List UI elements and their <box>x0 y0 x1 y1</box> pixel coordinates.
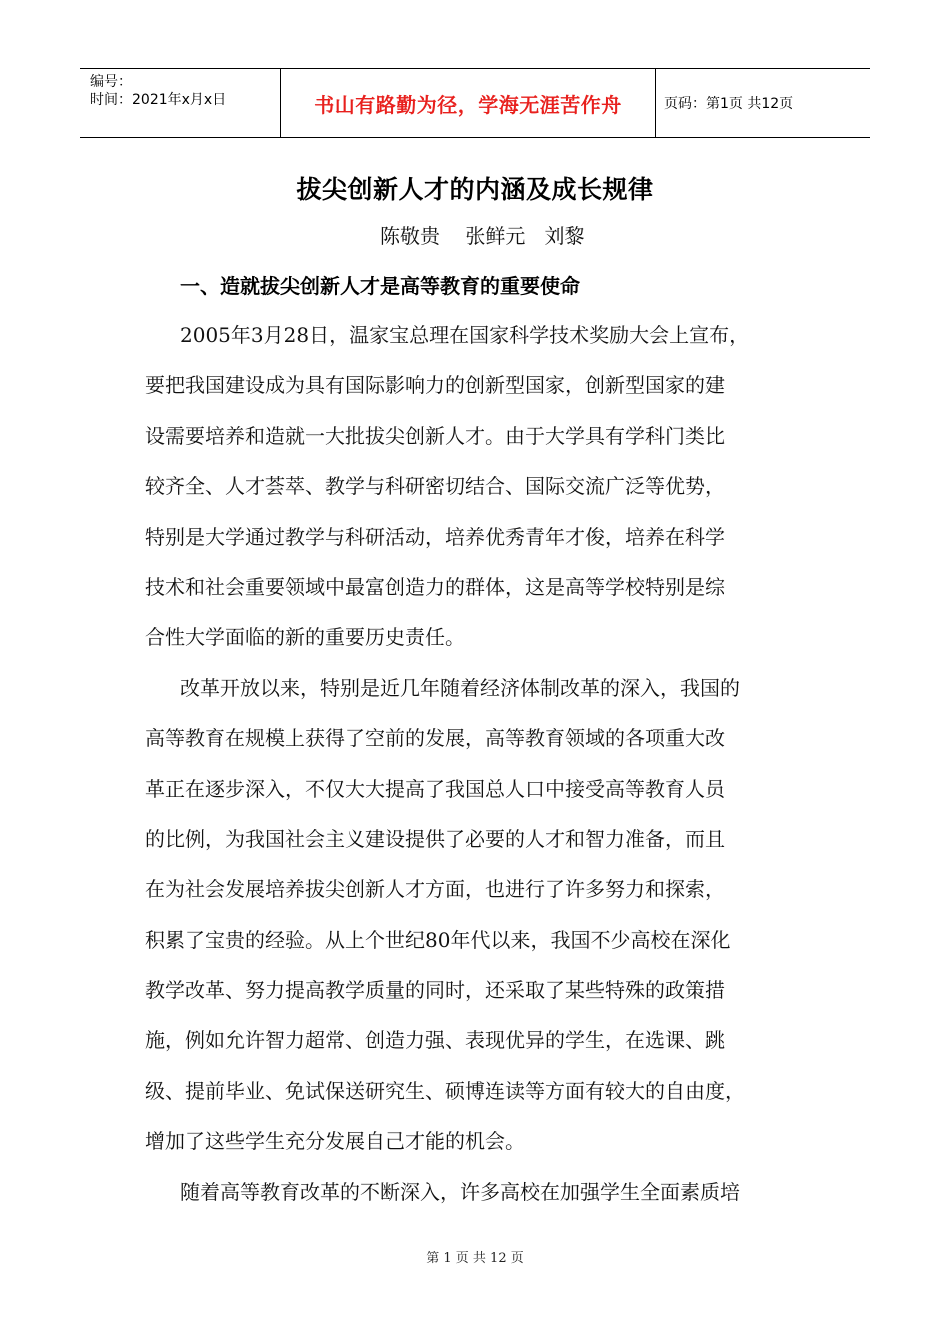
time-label: 时间：2021年x月x日 <box>90 92 227 108</box>
text-line: 高等教育在规模上获得了空前的发展，高等教育领域的各项重大改 <box>145 726 725 751</box>
text-line: 施，例如允许智力超常、创造力强、表现优异的学生，在选课、跳 <box>145 1028 725 1053</box>
text-line: 合性大学面临的新的重要历史责任。 <box>145 625 465 650</box>
text-line: 要把我国建设成为具有国际影响力的创新型国家，创新型国家的建 <box>145 373 725 398</box>
number-label: 编号： <box>90 74 132 90</box>
text-line: 特别是大学通过教学与科研活动，培养优秀青年才俊，培养在科学 <box>145 524 725 549</box>
paragraph-1 <box>145 310 825 663</box>
page-footer: 第 1 页 共 12 页 <box>426 1251 524 1266</box>
text-line: 在为社会发展培养拔尖创新人才方面，也进行了许多努力和探索， <box>145 877 725 902</box>
paragraph-2 <box>145 663 825 1167</box>
text-line: 的比例，为我国社会主义建设提供了必要的人才和智力准备，而且 <box>145 826 725 851</box>
text-line: 增加了这些学生充分发展自己才能的机会。 <box>145 1129 525 1154</box>
text-line: 2005年3月28日，温家宝总理在国家科学技术奖励大会上宣布， <box>180 323 750 347</box>
document-title: 拔尖创新人才的内涵及成长规律 <box>296 175 654 204</box>
document-header <box>80 68 870 138</box>
section-heading: 一、造就拔尖创新人才是高等教育的重要使命 <box>180 274 580 298</box>
text-line: 级、提前毕业、免试保送研究生、硕博连读等方面有较大的自由度， <box>145 1078 745 1103</box>
paragraph-3 <box>145 1167 825 1217</box>
header-motto: 书山有路勤为径，学海无涯苦作舟 <box>281 69 656 137</box>
text-line: 革正在逐步深入，不仅大大提高了我国总人口中接受高等教育人员 <box>145 776 725 801</box>
text-line: 随着高等教育改革的不断深入，许多高校在加强学生全面素质培 <box>180 1179 740 1204</box>
text-line: 技术和社会重要领域中最富创造力的群体，这是高等学校特别是综 <box>145 574 725 599</box>
document-body <box>145 310 825 1217</box>
document-authors: 陈敬贵 张鲜元 刘黎 <box>380 224 585 248</box>
text-line: 较齐全、人才荟萃、教学与科研密切结合、国际交流广泛等优势， <box>145 474 725 499</box>
text-line: 教学改革、努力提高教学质量的同时，还采取了某些特殊的政策措 <box>145 978 725 1003</box>
header-meta-cell <box>80 69 281 137</box>
text-line: 设需要培养和造就一大批拔尖创新人才。由于大学具有学科门类比 <box>145 423 725 448</box>
text-line: 积累了宝贵的经验。从上个世纪80年代以来，我国不少高校在深化 <box>145 927 731 952</box>
text-line: 改革开放以来，特别是近几年随着经济体制改革的深入，我国的 <box>180 675 740 700</box>
header-page-info: 页码：第1页 共12页 <box>664 96 794 112</box>
